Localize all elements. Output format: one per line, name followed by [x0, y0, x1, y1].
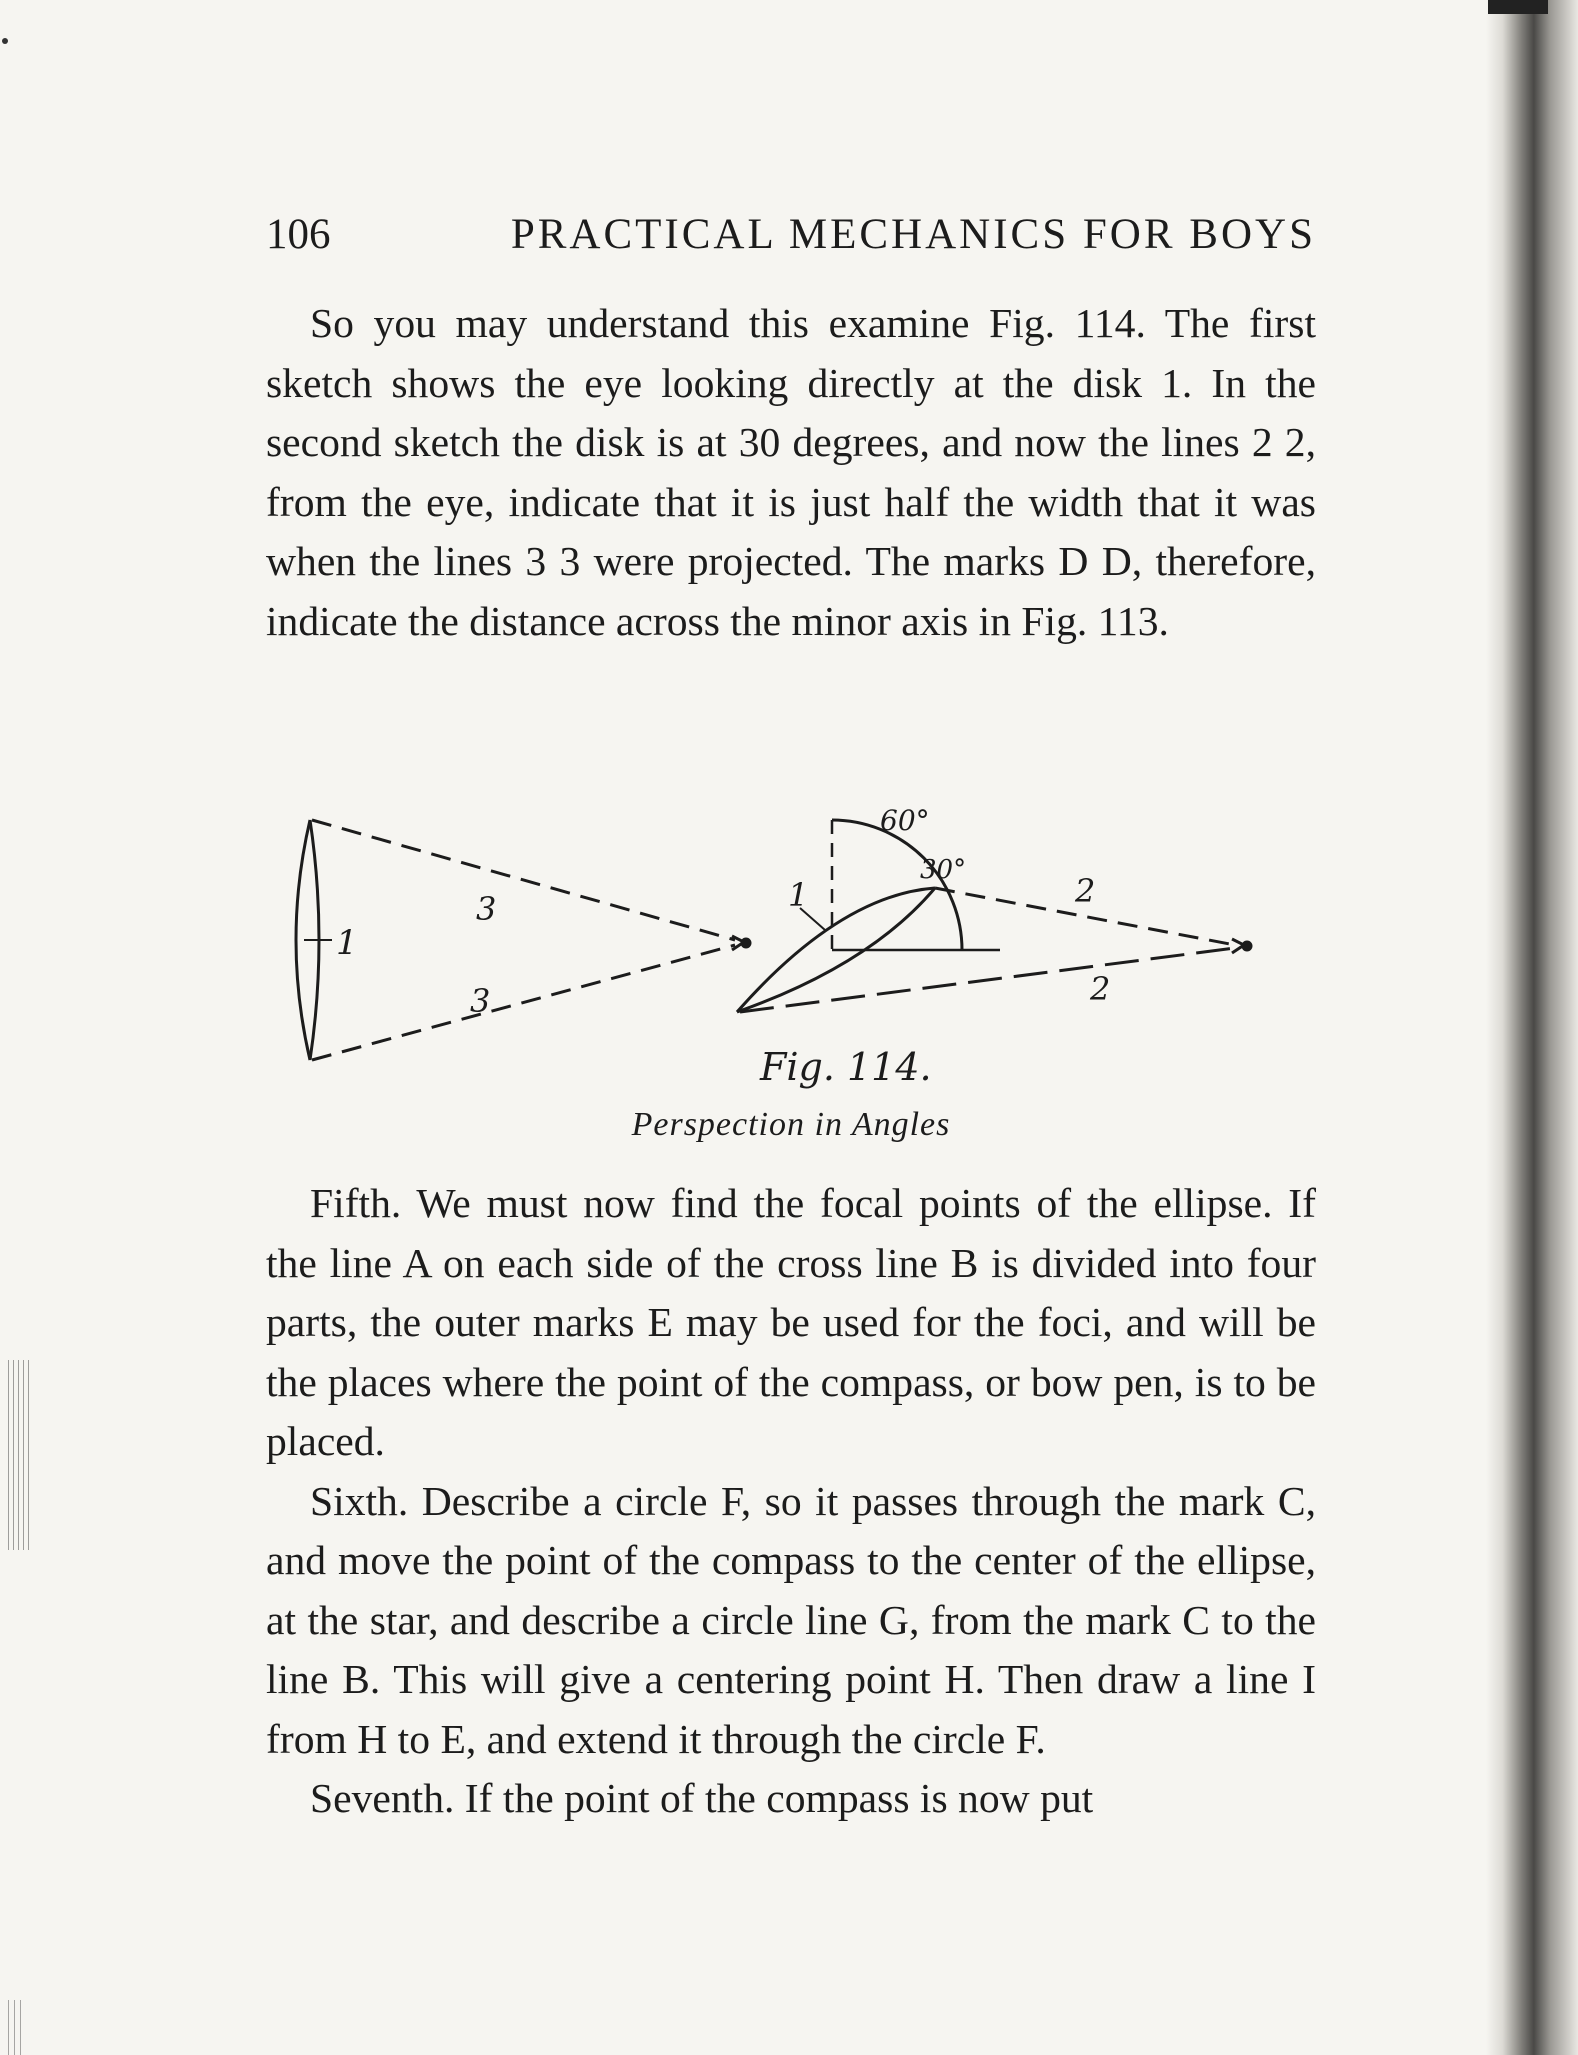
running-title: PRACTICAL MECHANICS FOR BOYS: [510, 211, 1316, 258]
label-disk-1-right: 1: [788, 876, 809, 914]
eye-left-pupil: [742, 939, 750, 947]
label-line-3-lower: 3: [470, 982, 491, 1020]
perspective-diagram: [280, 790, 1320, 1090]
label-line-2-upper: 2: [1075, 872, 1096, 910]
page-number: 106: [266, 211, 331, 258]
paragraph: Fifth. We must now find the focal points of the ellipse. If the line A on each side of the cross line B is divided into four parts, the outer marks E may be used for the foci, and will be the places where the point of the compass, or bow pen, is to be placed.: [266, 1180, 1316, 1464]
paragraph: So you may understand this examine Fig. 114. The first sketch shows the eye looking directly at the disk 1. In the second sketch the disk is at 30 degrees, and now the lines 2 2, from the eye, indicate that it is just half the width that it was when the lines 3 3 were projected. The marks D D, therefore, indicate the distance across the minor axis in Fig. 113.: [266, 300, 1316, 644]
scan-gutter-marks: [8, 1360, 30, 1550]
binding-edge-mark: [1488, 0, 1548, 14]
scan-gutter-marks-bottom: [8, 2000, 26, 2055]
figure-114: [280, 790, 1320, 1090]
figure-caption: Perspection in Angles: [631, 1106, 951, 1143]
label-line-2-lower: 2: [1090, 970, 1111, 1008]
body-text-top: [266, 294, 1316, 651]
body-text-bottom: [266, 1174, 1316, 1829]
running-header: [266, 210, 1316, 259]
angle-arc: [832, 820, 962, 950]
projection-line-3-lower: [312, 945, 735, 1060]
label-disk-1-left: 1: [336, 923, 358, 963]
label-angle-30: 30°: [920, 855, 967, 885]
label-line-3-upper: 3: [476, 890, 497, 928]
label-angle-60: 60°: [880, 804, 930, 837]
book-binding-shadow: [1486, 0, 1578, 2055]
figure-number: Fig. 114.: [760, 1045, 932, 1089]
projection-line-3-upper: [312, 820, 735, 940]
paragraph: Sixth. Describe a circle F, so it passes through the mark C, and move the point of the compass to the center of the ellipse, at the star, and describe a circle line G, from the mark C to the line B. This will give a centering point H. Then draw a line I from H to E, and extend it through the circle F.: [266, 1477, 1316, 1762]
paragraph: Seventh. If the point of the compass is now put: [310, 1775, 1094, 1821]
eye-right-pupil: [1243, 942, 1251, 950]
scan-speck: [2, 38, 8, 44]
